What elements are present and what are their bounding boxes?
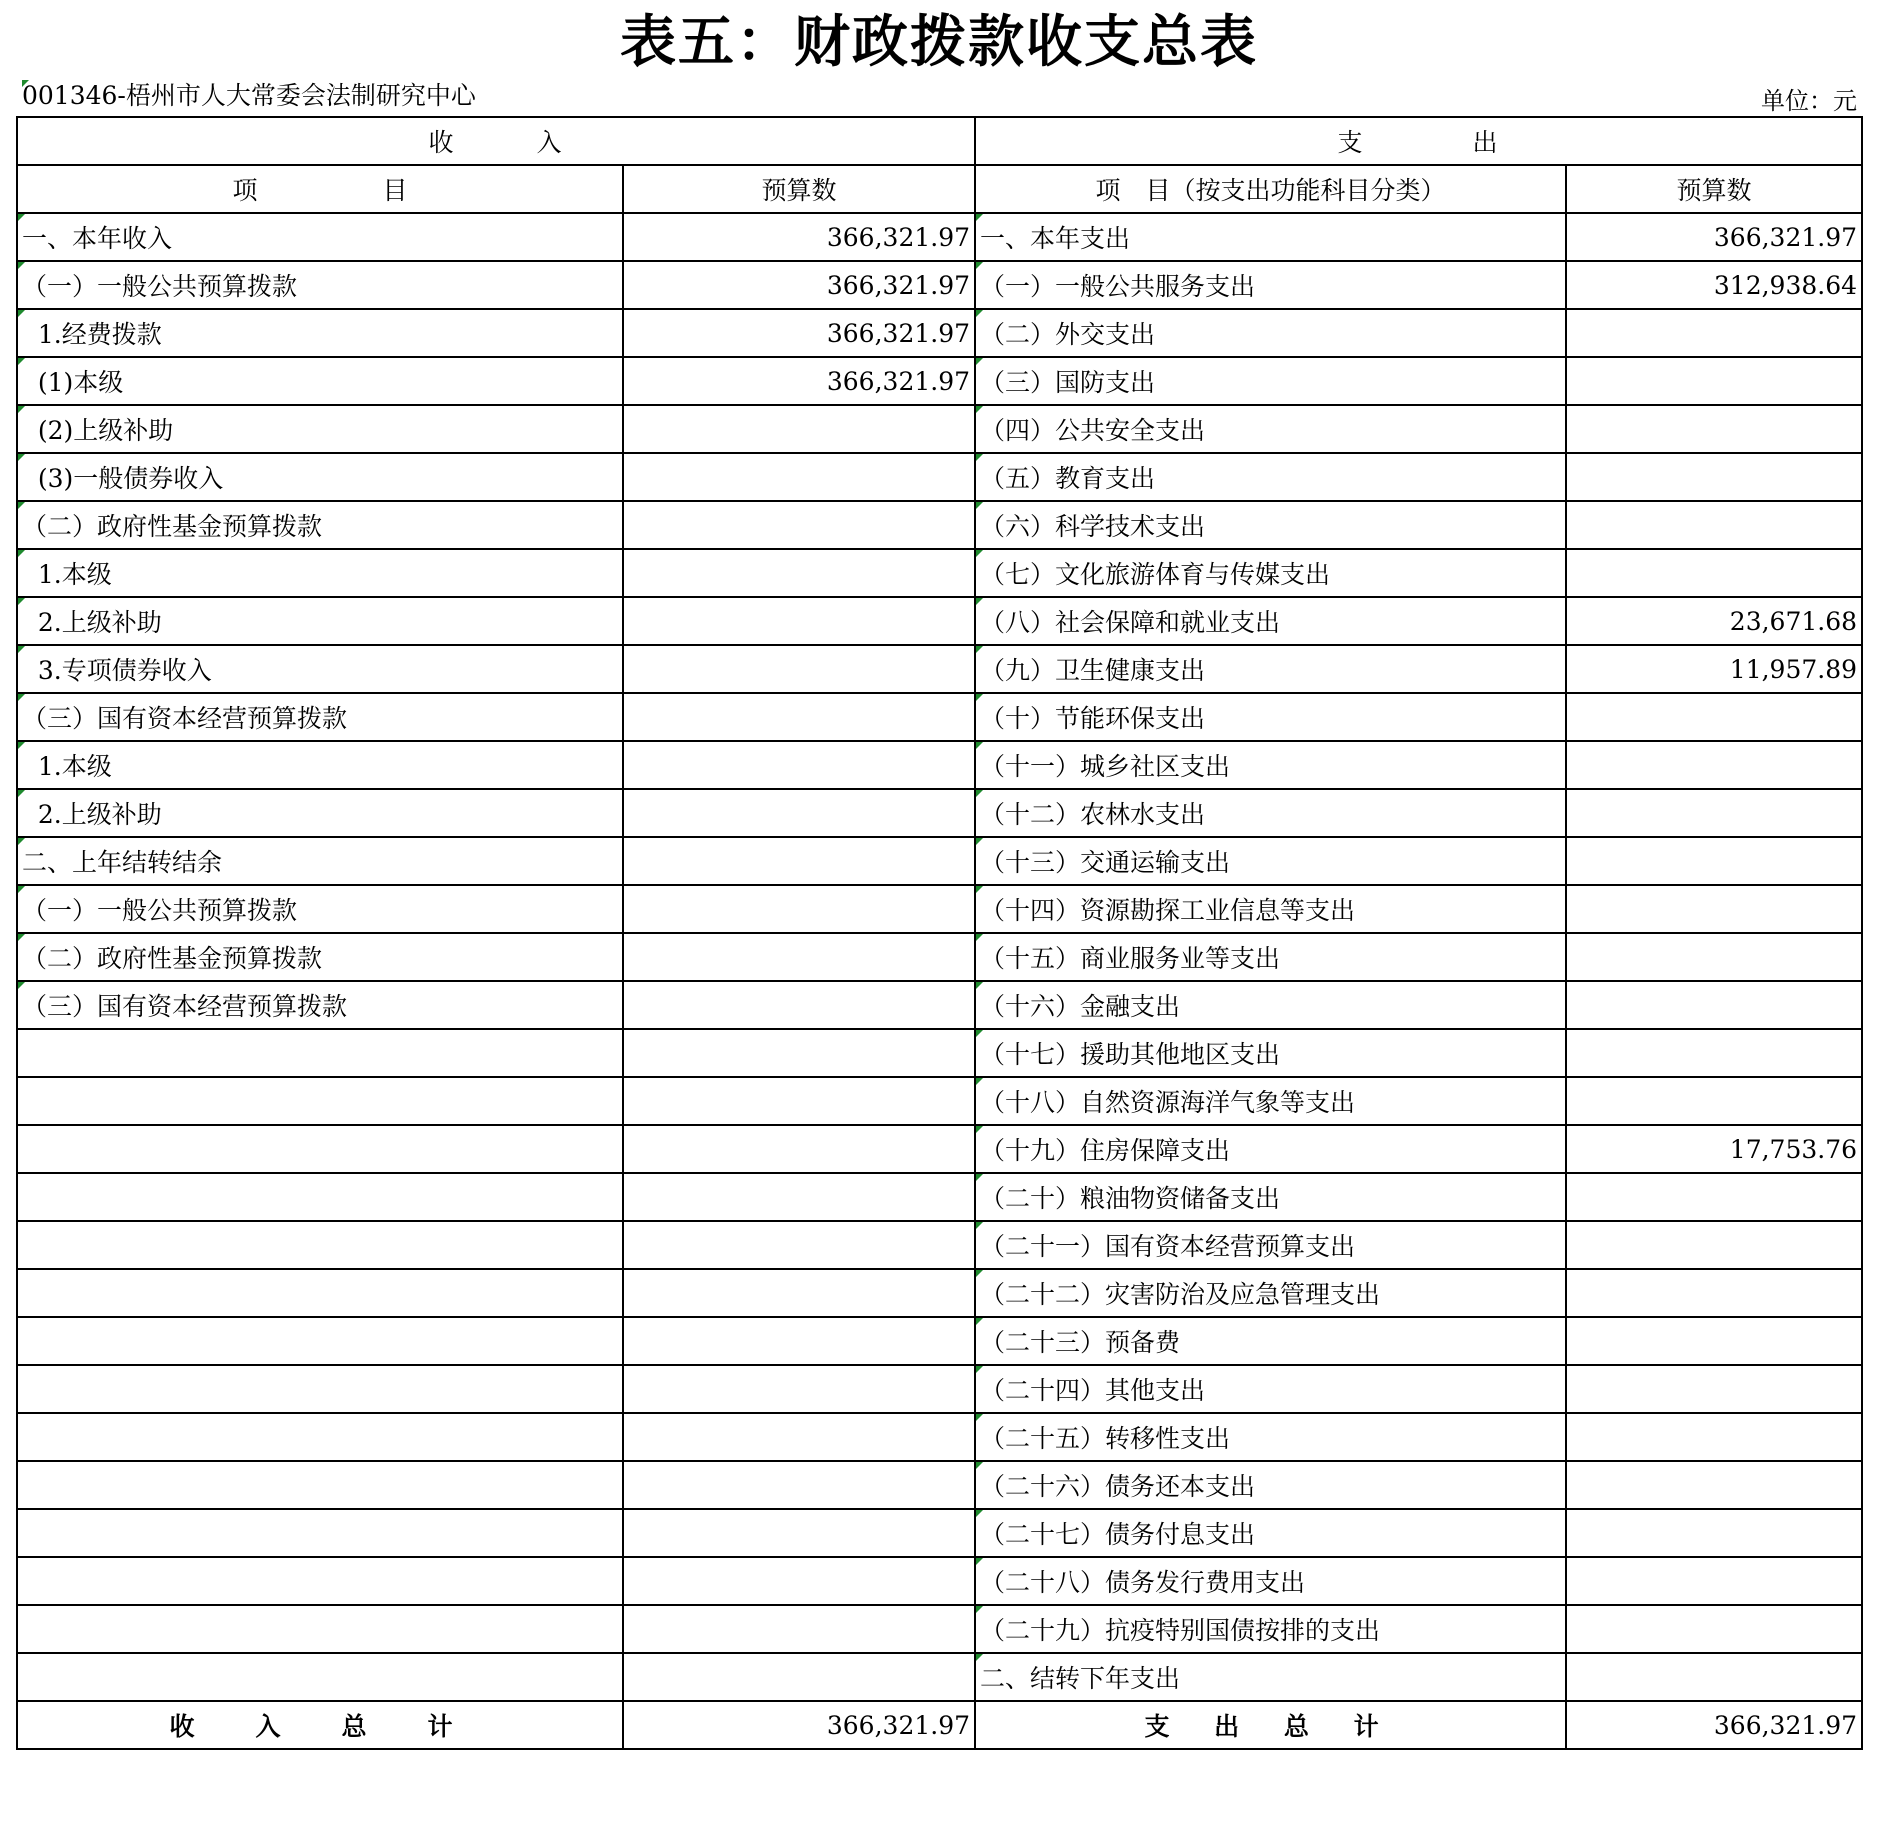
organization-label <box>22 80 476 112</box>
table-row <box>17 309 1862 357</box>
income-budget-cell <box>623 1125 975 1173</box>
expense-item-cell-text: （十六）金融支出 <box>980 992 1181 1021</box>
income-budget-cell <box>623 693 975 741</box>
expense-budget-cell <box>1566 1221 1862 1269</box>
table-row <box>17 645 1862 693</box>
income-budget-cell <box>623 1173 975 1221</box>
cell-marker-icon <box>18 262 25 269</box>
table-row <box>17 1509 1862 1557</box>
income-budget-cell <box>623 837 975 885</box>
income-budget-cell <box>623 1221 975 1269</box>
table-row <box>17 741 1862 789</box>
expense-item-cell <box>975 789 1566 837</box>
cell-marker-icon <box>18 550 25 557</box>
expense-item-cell-text: （二十九）抗疫特别国债按排的支出 <box>980 1616 1381 1645</box>
table-row <box>17 213 1862 261</box>
expense-item-cell <box>975 501 1566 549</box>
expense-item-cell <box>975 1317 1566 1365</box>
cell-marker-icon <box>976 1222 983 1229</box>
cell-marker-icon <box>18 502 25 509</box>
table-row <box>17 1461 1862 1509</box>
expense-budget-cell <box>1566 1557 1862 1605</box>
cell-marker-icon <box>18 598 25 605</box>
cell-marker-icon <box>976 886 983 893</box>
cell-marker-icon <box>976 1414 983 1421</box>
expense-budget-cell <box>1566 837 1862 885</box>
income-budget-cell <box>623 1605 975 1653</box>
income-budget-cell <box>623 1365 975 1413</box>
expense-budget-cell <box>1566 693 1862 741</box>
income-item-cell <box>17 405 623 453</box>
income-budget-cell <box>623 789 975 837</box>
cell-marker-icon <box>976 838 983 845</box>
expense-budget-cell-text: 366,321.97 <box>1713 222 1858 252</box>
expense-item-cell-text: （二十二）灾害防治及应急管理支出 <box>980 1280 1381 1309</box>
expense-item-cell <box>975 1605 1566 1653</box>
expense-item-cell-text: （十九）住房保障支出 <box>980 1136 1231 1165</box>
expense-item-cell <box>975 837 1566 885</box>
cell-marker-icon <box>18 886 25 893</box>
expense-item-cell-text: （四）公共安全支出 <box>980 416 1206 445</box>
cell-marker-icon <box>976 646 983 653</box>
income-budget-cell <box>623 1461 975 1509</box>
income-item-cell <box>17 453 623 501</box>
cell-marker-icon <box>976 550 983 557</box>
expense-item-cell-text: （十二）农林水支出 <box>980 800 1206 829</box>
cell-marker-icon <box>976 454 983 461</box>
cell-marker-icon <box>976 982 983 989</box>
table-row <box>17 837 1862 885</box>
income-budget-cell <box>623 1413 975 1461</box>
expense-item-cell-text: 一、本年支出 <box>980 224 1131 253</box>
income-item-cell-text: 2.上级补助 <box>22 800 162 829</box>
expense-item-cell-text: （八）社会保障和就业支出 <box>980 608 1281 637</box>
income-item-cell-text: 2.上级补助 <box>22 608 162 637</box>
cell-marker-icon <box>976 406 983 413</box>
income-item-cell <box>17 1173 623 1221</box>
income-item-cell <box>17 693 623 741</box>
income-item-cell-text: 3.专项债券收入 <box>22 656 212 685</box>
expense-budget-cell <box>1566 1365 1862 1413</box>
income-total-value <box>623 1701 975 1749</box>
table-row <box>17 1653 1862 1701</box>
expense-item-cell <box>975 693 1566 741</box>
income-total-value-text: 366,321.97 <box>826 1710 971 1740</box>
cell-marker-icon <box>18 406 25 413</box>
cell-marker-icon <box>976 790 983 797</box>
expense-budget-cell <box>1566 1269 1862 1317</box>
expense-budget-cell <box>1566 885 1862 933</box>
expense-item-cell <box>975 309 1566 357</box>
income-budget-cell <box>623 261 975 309</box>
income-item-cell-text: 一、本年收入 <box>22 224 173 253</box>
table-row <box>17 885 1862 933</box>
income-item-cell <box>17 1077 623 1125</box>
expense-item-cell <box>975 933 1566 981</box>
cell-marker-icon <box>976 1558 983 1565</box>
expense-item-cell-text: （十八）自然资源海洋气象等支出 <box>980 1088 1356 1117</box>
income-budget-cell <box>623 309 975 357</box>
income-item-cell-text: （三）国有资本经营预算拨款 <box>22 704 348 733</box>
table-row <box>17 1173 1862 1221</box>
page-title: 表五：财政拨款收支总表 <box>620 10 1258 75</box>
income-budget-cell <box>623 1653 975 1701</box>
budget-table <box>16 116 1863 1750</box>
income-item-cell <box>17 549 623 597</box>
income-budget-cell-text: 366,321.97 <box>826 366 971 396</box>
cell-marker-icon <box>976 1318 983 1325</box>
income-item-cell <box>17 357 623 405</box>
income-item-cell-text: 二、上年结转结余 <box>22 848 223 877</box>
expense-budget-cell <box>1566 981 1862 1029</box>
income-section-header: 收 入 <box>17 117 975 165</box>
income-budget-header: 预算数 <box>623 165 975 213</box>
expense-total-label <box>975 1701 1566 1749</box>
income-item-cell <box>17 309 623 357</box>
expense-item-cell-text: （二十四）其他支出 <box>980 1376 1206 1405</box>
organization-name: 001346-梧州市人大常委会法制研究中心 <box>22 81 476 110</box>
expense-budget-cell <box>1566 261 1862 309</box>
cell-marker-icon <box>18 934 25 941</box>
expense-budget-cell <box>1566 1605 1862 1653</box>
expense-item-cell-text: （二十三）预备费 <box>980 1328 1181 1357</box>
income-item-cell <box>17 1365 623 1413</box>
table-row <box>17 1365 1862 1413</box>
income-budget-cell-text: 366,321.97 <box>826 270 971 300</box>
income-item-cell <box>17 741 623 789</box>
expense-item-cell-text: （二十六）债务还本支出 <box>980 1472 1256 1501</box>
expense-item-cell <box>975 405 1566 453</box>
cell-marker-icon <box>976 214 983 221</box>
cell-marker-icon <box>976 1126 983 1133</box>
income-budget-cell <box>623 597 975 645</box>
income-budget-cell <box>623 1269 975 1317</box>
table-row <box>17 1077 1862 1125</box>
cell-marker-icon <box>22 80 29 87</box>
expense-item-cell <box>975 1269 1566 1317</box>
income-item-cell <box>17 981 623 1029</box>
cell-marker-icon <box>18 454 25 461</box>
income-item-cell <box>17 1125 623 1173</box>
income-item-cell <box>17 1317 623 1365</box>
expense-budget-cell <box>1566 549 1862 597</box>
table-row <box>17 933 1862 981</box>
expense-budget-cell <box>1566 453 1862 501</box>
expense-item-cell <box>975 741 1566 789</box>
expense-item-cell-text: （二）外交支出 <box>980 320 1156 349</box>
expense-budget-cell <box>1566 405 1862 453</box>
income-budget-cell <box>623 741 975 789</box>
table-row <box>17 1317 1862 1365</box>
income-budget-cell <box>623 885 975 933</box>
cell-marker-icon <box>976 1510 983 1517</box>
expense-budget-cell <box>1566 1509 1862 1557</box>
expense-item-cell <box>975 645 1566 693</box>
cell-marker-icon <box>18 742 25 749</box>
table-row <box>17 261 1862 309</box>
expense-item-cell <box>975 1557 1566 1605</box>
expense-item-cell-text: （九）卫生健康支出 <box>980 656 1206 685</box>
expense-item-cell <box>975 1509 1566 1557</box>
expense-item-cell <box>975 357 1566 405</box>
expense-item-cell-text: （二十一）国有资本经营预算支出 <box>980 1232 1356 1261</box>
expense-item-cell <box>975 1413 1566 1461</box>
expense-item-cell <box>975 597 1566 645</box>
cell-marker-icon <box>18 694 25 701</box>
expense-budget-cell <box>1566 309 1862 357</box>
cell-marker-icon <box>976 1030 983 1037</box>
income-item-cell <box>17 261 623 309</box>
expense-item-cell-text: 二、结转下年支出 <box>980 1664 1181 1693</box>
income-budget-cell <box>623 405 975 453</box>
income-item-cell <box>17 1557 623 1605</box>
expense-budget-cell <box>1566 213 1862 261</box>
cell-marker-icon <box>976 310 983 317</box>
expense-item-cell-text: （十五）商业服务业等支出 <box>980 944 1281 973</box>
expense-item-cell <box>975 1173 1566 1221</box>
expense-item-cell <box>975 1653 1566 1701</box>
income-item-cell-text: (1)本级 <box>22 368 124 397</box>
cell-marker-icon <box>976 358 983 365</box>
income-budget-cell <box>623 1509 975 1557</box>
income-budget-cell <box>623 933 975 981</box>
expense-budget-cell-text: 312,938.64 <box>1713 270 1858 300</box>
expense-budget-cell <box>1566 1317 1862 1365</box>
income-item-cell <box>17 885 623 933</box>
expense-budget-cell <box>1566 1077 1862 1125</box>
income-item-cell <box>17 1029 623 1077</box>
table-row <box>17 1125 1862 1173</box>
cell-marker-icon <box>18 982 25 989</box>
cell-marker-icon <box>976 1366 983 1373</box>
expense-item-cell <box>975 1125 1566 1173</box>
totals-row <box>17 1701 1862 1749</box>
income-budget-cell <box>623 357 975 405</box>
expense-budget-cell <box>1566 597 1862 645</box>
cell-marker-icon <box>18 790 25 797</box>
expense-section-header: 支 出 <box>975 117 1862 165</box>
income-item-header: 项 目 <box>17 165 623 213</box>
income-item-cell <box>17 597 623 645</box>
income-budget-cell <box>623 981 975 1029</box>
expense-budget-cell <box>1566 933 1862 981</box>
expense-item-cell-text: （二十七）债务付息支出 <box>980 1520 1256 1549</box>
expense-item-cell <box>975 885 1566 933</box>
section-header-row <box>17 117 1862 165</box>
income-total-label <box>17 1701 623 1749</box>
income-item-cell-text: （一）一般公共预算拨款 <box>22 896 298 925</box>
income-budget-cell <box>623 213 975 261</box>
expense-budget-cell-text: 17,753.76 <box>1729 1134 1858 1164</box>
expense-item-cell-text: （二十八）债务发行费用支出 <box>980 1568 1306 1597</box>
income-budget-cell-text: 366,321.97 <box>826 318 971 348</box>
expense-item-cell <box>975 1365 1566 1413</box>
expense-budget-cell <box>1566 357 1862 405</box>
expense-budget-cell <box>1566 501 1862 549</box>
expense-budget-cell-text: 23,671.68 <box>1729 606 1858 636</box>
cell-marker-icon <box>976 742 983 749</box>
expense-item-cell-text: （五）教育支出 <box>980 464 1156 493</box>
cell-marker-icon <box>976 1174 983 1181</box>
expense-budget-header: 预算数 <box>1566 165 1862 213</box>
expense-item-cell-text: （二十五）转移性支出 <box>980 1424 1231 1453</box>
expense-budget-cell <box>1566 789 1862 837</box>
expense-item-cell <box>975 981 1566 1029</box>
table-row <box>17 1269 1862 1317</box>
income-item-cell-text: （三）国有资本经营预算拨款 <box>22 992 348 1021</box>
expense-budget-cell <box>1566 1173 1862 1221</box>
cell-marker-icon <box>976 934 983 941</box>
income-budget-cell <box>623 645 975 693</box>
income-budget-cell <box>623 1317 975 1365</box>
expense-item-cell-text: （十三）交通运输支出 <box>980 848 1231 877</box>
expense-budget-cell <box>1566 1461 1862 1509</box>
income-budget-cell <box>623 549 975 597</box>
table-row <box>17 981 1862 1029</box>
income-item-cell-text: 1.经费拨款 <box>22 320 162 349</box>
expense-item-cell <box>975 213 1566 261</box>
expense-item-cell-text: （二十）粮油物资储备支出 <box>980 1184 1281 1213</box>
income-item-cell <box>17 1413 623 1461</box>
cell-marker-icon <box>18 358 25 365</box>
income-budget-cell <box>623 453 975 501</box>
expense-item-cell-text: （三）国防支出 <box>980 368 1156 397</box>
table-row <box>17 501 1862 549</box>
expense-item-cell <box>975 261 1566 309</box>
income-item-cell <box>17 837 623 885</box>
table-row <box>17 453 1862 501</box>
income-item-cell-text: 1.本级 <box>22 560 112 589</box>
income-item-cell-text: （二）政府性基金预算拨款 <box>22 944 323 973</box>
income-total-label-text: 收 入 总 计 <box>169 1712 471 1741</box>
cell-marker-icon <box>976 1462 983 1469</box>
expense-budget-cell <box>1566 741 1862 789</box>
expense-budget-cell <box>1566 1413 1862 1461</box>
income-item-cell <box>17 1461 623 1509</box>
expense-item-cell <box>975 1029 1566 1077</box>
expense-item-cell-text: （十一）城乡社区支出 <box>980 752 1231 781</box>
table-row <box>17 1413 1862 1461</box>
expense-budget-cell <box>1566 1653 1862 1701</box>
cell-marker-icon <box>976 1606 983 1613</box>
income-item-cell <box>17 1221 623 1269</box>
income-item-cell <box>17 789 623 837</box>
expense-item-cell <box>975 1461 1566 1509</box>
table-row <box>17 789 1862 837</box>
expense-item-cell-text: （七）文化旅游体育与传媒支出 <box>980 560 1331 589</box>
cell-marker-icon <box>976 502 983 509</box>
cell-marker-icon <box>18 214 25 221</box>
cell-marker-icon <box>976 598 983 605</box>
expense-item-cell-text: （十七）援助其他地区支出 <box>980 1040 1281 1069</box>
cell-marker-icon <box>18 310 25 317</box>
cell-marker-icon <box>18 646 25 653</box>
income-item-cell <box>17 1653 623 1701</box>
expense-item-cell-text: （十四）资源勘探工业信息等支出 <box>980 896 1356 925</box>
income-item-cell <box>17 645 623 693</box>
expense-budget-cell-text: 11,957.89 <box>1729 654 1858 684</box>
income-item-cell-text: （一）一般公共预算拨款 <box>22 272 298 301</box>
income-budget-cell <box>623 1029 975 1077</box>
table-row <box>17 693 1862 741</box>
cell-marker-icon <box>976 1654 983 1661</box>
expense-item-cell <box>975 453 1566 501</box>
expense-item-cell-text: （十）节能环保支出 <box>980 704 1206 733</box>
expense-item-cell-text: （六）科学技术支出 <box>980 512 1206 541</box>
table-row <box>17 597 1862 645</box>
cell-marker-icon <box>976 694 983 701</box>
table-row <box>17 549 1862 597</box>
income-budget-cell-text: 366,321.97 <box>826 222 971 252</box>
income-item-cell <box>17 1269 623 1317</box>
income-item-cell-text: (2)上级补助 <box>22 416 174 445</box>
income-item-cell <box>17 501 623 549</box>
income-item-cell <box>17 1605 623 1653</box>
table-row <box>17 1029 1862 1077</box>
income-item-cell-text: (3)一般债券收入 <box>22 464 224 493</box>
cell-marker-icon <box>18 838 25 845</box>
unit-label: 单位：元 <box>1761 87 1857 115</box>
cell-marker-icon <box>976 1270 983 1277</box>
expense-item-cell <box>975 549 1566 597</box>
expense-budget-cell <box>1566 1029 1862 1077</box>
income-item-cell <box>17 213 623 261</box>
expense-total-label-text: 支 出 总 计 <box>1144 1712 1397 1741</box>
expense-budget-cell <box>1566 645 1862 693</box>
income-item-cell-text: （二）政府性基金预算拨款 <box>22 512 323 541</box>
income-budget-cell <box>623 1557 975 1605</box>
income-item-cell <box>17 1509 623 1557</box>
income-budget-cell <box>623 1077 975 1125</box>
expense-total-value <box>1566 1701 1862 1749</box>
table-row <box>17 1605 1862 1653</box>
expense-item-cell <box>975 1221 1566 1269</box>
expense-total-value-text: 366,321.97 <box>1713 1710 1858 1740</box>
table-row <box>17 405 1862 453</box>
expense-budget-cell <box>1566 1125 1862 1173</box>
expense-item-cell <box>975 1077 1566 1125</box>
column-header-row <box>17 165 1862 213</box>
table-row <box>17 357 1862 405</box>
expense-item-cell-text: （一）一般公共服务支出 <box>980 272 1256 301</box>
cell-marker-icon <box>976 262 983 269</box>
expense-item-header: 项 目（按支出功能科目分类） <box>975 165 1566 213</box>
income-item-cell-text: 1.本级 <box>22 752 112 781</box>
table-row <box>17 1221 1862 1269</box>
income-item-cell <box>17 933 623 981</box>
cell-marker-icon <box>976 1078 983 1085</box>
income-budget-cell <box>623 501 975 549</box>
table-row <box>17 1557 1862 1605</box>
